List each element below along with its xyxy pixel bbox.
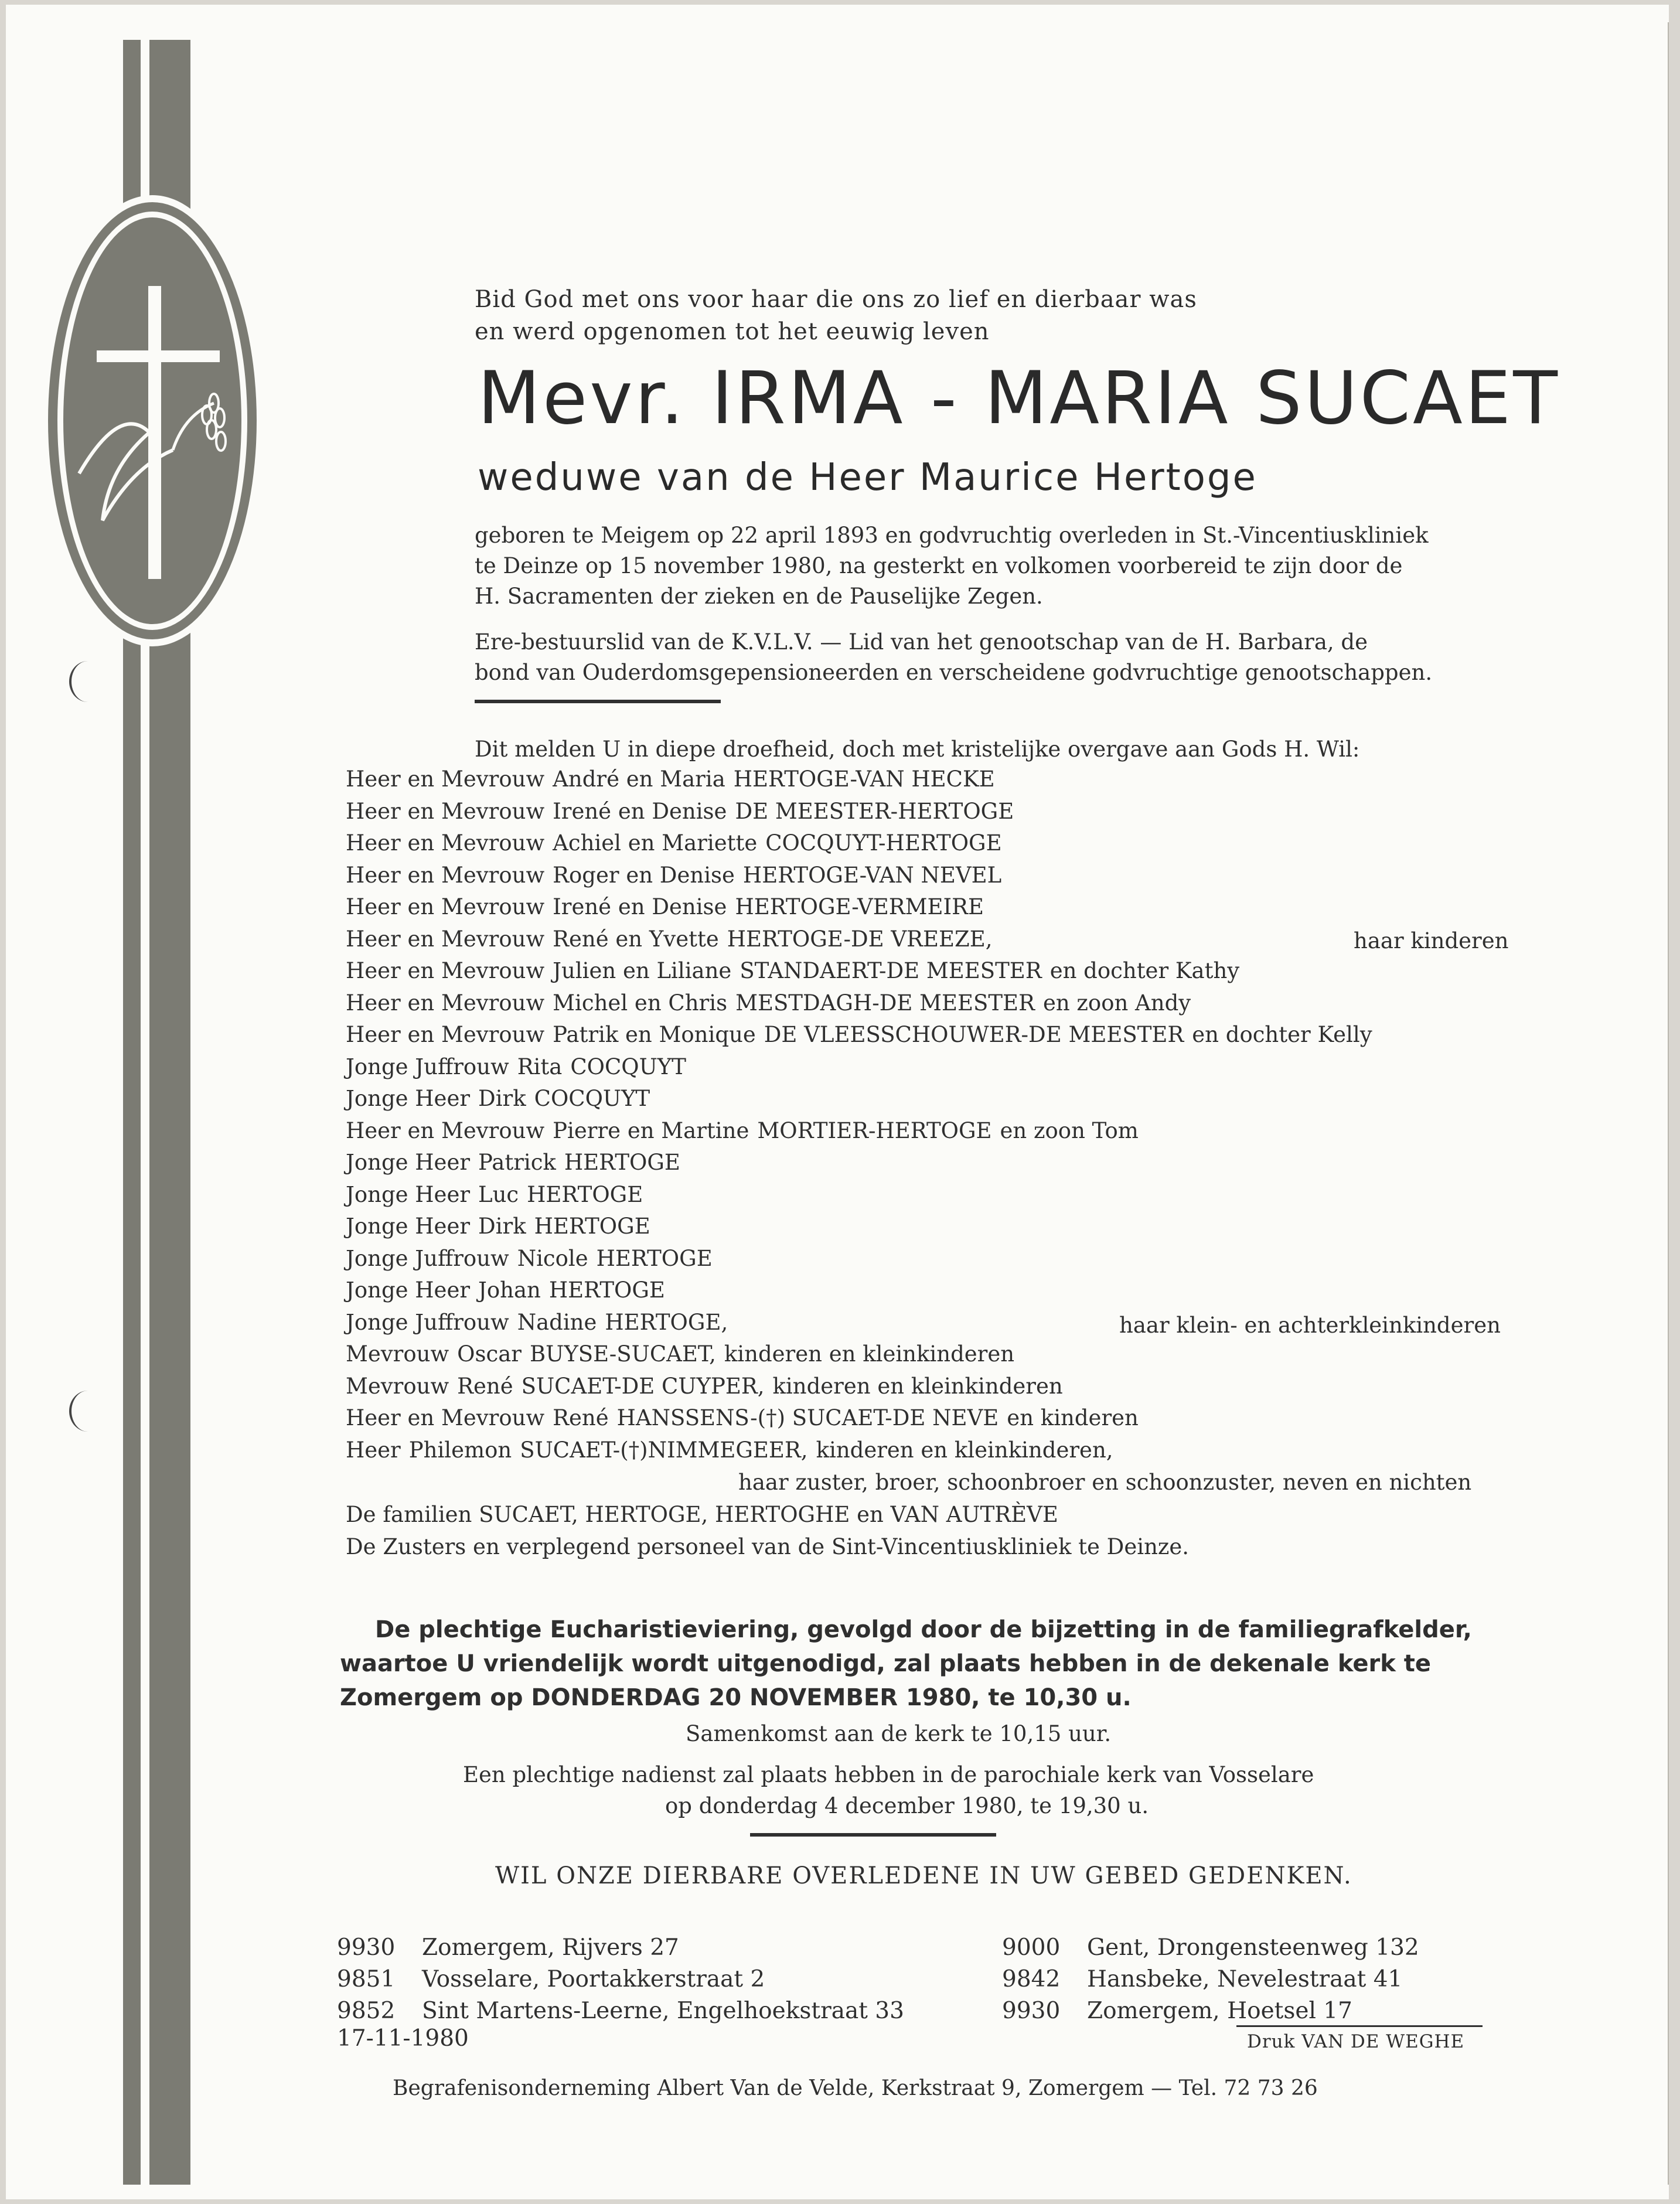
- family-surname: HERTOGE: [548, 1278, 665, 1303]
- address-row: [337, 1996, 904, 2026]
- intro-line-1: Bid God met ons voor haar die ons zo lief en dierbaar was: [475, 286, 1197, 313]
- family-row: [346, 958, 1239, 983]
- family-title: Heer: [346, 1437, 401, 1463]
- family-title: Jonge Heer: [346, 1181, 471, 1207]
- prayer-line: WIL ONZE DIERBARE OVERLEDENE IN UW GEBED GEDENKEN.: [495, 1862, 1352, 1889]
- family-first-names: Rita: [517, 1054, 563, 1079]
- family-title: Heer en Mevrouw: [346, 990, 545, 1016]
- address-row: [1002, 1996, 1352, 2026]
- family-extra: en zoon Tom: [1000, 1118, 1139, 1143]
- family-surname: HERTOGE: [564, 1150, 680, 1175]
- family-first-names: Dirk: [478, 1214, 526, 1239]
- cross-emblem-icon: [38, 192, 267, 649]
- nurses-line: De Zusters en verplegend personeel van de Sint-Vincentiuskliniek te Deinze.: [346, 1534, 1190, 1559]
- postal-code: 9930: [1002, 1998, 1061, 2024]
- family-title: Jonge Heer: [346, 1150, 471, 1175]
- family-surname: BUYSE-SUCAET,: [529, 1341, 716, 1367]
- family-row: [346, 1278, 665, 1303]
- family-extra: kinderen en kleinkinderen: [772, 1373, 1063, 1399]
- family-extra: en kinderen: [1007, 1405, 1139, 1430]
- family-row: [346, 1022, 1372, 1047]
- address-row: [1002, 1964, 1402, 1995]
- family-row: [346, 1086, 650, 1111]
- family-surname: DE VLEESSCHOUWER-DE MEESTER: [764, 1022, 1184, 1047]
- family-title: Jonge Juffrouw: [346, 1309, 509, 1335]
- family-first-names: Johan: [478, 1278, 541, 1303]
- family-extra: en dochter Kathy: [1049, 958, 1240, 983]
- family-first-names: Achiel en Mariette: [553, 830, 758, 856]
- family-title: Heer en Mevrouw: [346, 1405, 545, 1430]
- family-first-names: Nicole: [517, 1245, 588, 1271]
- postal-code: 9000: [1002, 1934, 1061, 1961]
- family-row: [346, 1118, 1139, 1143]
- family-surname: COCQUYT: [534, 1086, 650, 1111]
- family-surname: MESTDAGH-DE MEESTER: [735, 990, 1035, 1016]
- family-first-names: Irené en Denise: [553, 894, 727, 919]
- family-row: [346, 1310, 728, 1335]
- family-extra: en zoon Andy: [1042, 990, 1191, 1016]
- street-address: Zomergem, Hoetsel 17: [1087, 1998, 1352, 2024]
- family-row: [346, 1341, 1014, 1367]
- ceremony-line-3: Zomergem op DONDERDAG 20 NOVEMBER 1980, te 10,30 u.: [340, 1684, 1132, 1711]
- postal-code: 9930: [337, 1934, 396, 1961]
- family-surname: MORTIER-HERTOGE: [757, 1118, 992, 1143]
- family-extra: kinderen en kleinkinderen: [724, 1341, 1015, 1367]
- family-first-names: Michel en Chris: [553, 990, 728, 1016]
- family-title: Heer en Mevrouw: [346, 798, 545, 824]
- family-first-names: René: [457, 1373, 513, 1399]
- bio-line-2: H. Sacramenten der zieken en de Pauselijke Zegen.: [475, 584, 1043, 609]
- family-title: Jonge Juffrouw: [346, 1054, 509, 1079]
- family-surname: COCQUYT: [570, 1054, 686, 1079]
- addresses-left: [337, 1933, 982, 2032]
- divider-2: [750, 1833, 996, 1837]
- family-title: Mevrouw: [346, 1341, 449, 1367]
- family-surname: HERTOGE-VAN NEVEL: [742, 862, 1002, 888]
- family-first-names: Dirk: [478, 1086, 526, 1111]
- family-surname: HERTOGE: [534, 1214, 650, 1239]
- bio-line-2: te Deinze op 15 november 1980, na gesterkt en volkomen voorbereid te zijn door de: [475, 553, 1403, 578]
- widow-line: weduwe van de Heer Maurice Hertoge: [478, 456, 1258, 499]
- postal-code: 9851: [337, 1966, 396, 1992]
- family-title: Heer en Mevrouw: [346, 862, 545, 888]
- family-row: [346, 863, 1001, 888]
- family-extra: kinderen en kleinkinderen,: [816, 1437, 1113, 1463]
- nadienst-line-1: Een plechtige nadienst zal plaats hebben in de parochiale kerk van Vosselare: [463, 1762, 1314, 1787]
- street-address: Zomergem, Rijvers 27: [422, 1934, 679, 1961]
- family-first-names: Patrick: [478, 1150, 556, 1175]
- label-siblings: haar zuster, broer, schoonbroer en schoonzuster, neven en nichten: [738, 1470, 1472, 1495]
- family-first-names: Nadine: [517, 1309, 597, 1335]
- family-surname: SUCAET-(†)NIMMEGEER,: [520, 1437, 808, 1463]
- street-address: Sint Martens-Leerne, Engelhoekstraat 33: [422, 1998, 904, 2024]
- family-row: [346, 894, 984, 919]
- family-row: [346, 1374, 1063, 1399]
- family-surname: DE MEESTER-HERTOGE: [735, 798, 1014, 824]
- postal-code: 9842: [1002, 1966, 1061, 1992]
- family-title: Heer en Mevrouw: [346, 830, 545, 856]
- street-address: Hansbeke, Nevelestraat 41: [1087, 1966, 1403, 1992]
- family-title: Jonge Heer: [346, 1086, 471, 1111]
- family-first-names: Philemon: [408, 1437, 512, 1463]
- family-row: [346, 1054, 686, 1079]
- family-title: Jonge Heer: [346, 1278, 471, 1303]
- family-surname: HERTOGE,: [605, 1309, 728, 1335]
- address-row: [337, 1933, 679, 1963]
- family-surname: STANDAERT-DE MEESTER: [740, 958, 1042, 983]
- addresses-right: [1002, 1933, 1588, 2032]
- family-title: Heer en Mevrouw: [346, 894, 545, 919]
- family-surname: COCQUYT-HERTOGE: [765, 830, 1002, 856]
- postal-code: 9852: [337, 1998, 396, 2024]
- page-edge: [1668, 22, 1669, 2185]
- address-row: [337, 1964, 765, 1995]
- family-row: [346, 1214, 650, 1239]
- family-first-names: René en Yvette: [553, 926, 719, 952]
- label-grandchildren: haar klein- en achterkleinkinderen: [1119, 1313, 1501, 1338]
- intro-line-2: en werd opgenomen tot het eeuwig leven: [475, 318, 990, 345]
- printer-credit: Druk VAN DE WEGHE: [1247, 2031, 1465, 2052]
- family-first-names: Pierre en Martine: [553, 1118, 749, 1143]
- family-row: [346, 767, 995, 792]
- family-row: [346, 799, 1014, 824]
- address-row: [1002, 1933, 1419, 1963]
- deceased-name: Mevr. IRMA - MARIA SUCAET: [478, 356, 1560, 441]
- family-list: [346, 767, 1635, 1575]
- family-surname: SUCAET-DE CUYPER,: [521, 1373, 765, 1399]
- printer-rule: [1236, 2025, 1483, 2027]
- label-children: haar kinderen: [1354, 928, 1509, 953]
- family-row: [346, 830, 1002, 856]
- family-surname: HERTOGE-VAN HECKE: [733, 767, 995, 792]
- divider-1: [475, 700, 721, 703]
- family-first-names: Irené en Denise: [553, 798, 727, 824]
- street-address: Gent, Drongensteenweg 132: [1087, 1934, 1419, 1961]
- family-first-names: Patrik en Monique: [553, 1022, 756, 1047]
- ceremony-line-1: De plechtige Eucharistieviering, gevolgd door de bijzetting in de familiegrafkelder,: [375, 1616, 1472, 1643]
- family-title: Heer en Mevrouw: [346, 767, 545, 792]
- gathering-line: Samenkomst aan de kerk te 10,15 uur.: [686, 1721, 1112, 1746]
- family-first-names: Oscar: [457, 1341, 522, 1367]
- family-row: [346, 1437, 1113, 1463]
- family-row: [346, 1182, 643, 1207]
- family-surname: HERTOGE-DE VREEZE,: [727, 926, 993, 952]
- family-first-names: André en Maria: [553, 767, 725, 792]
- family-row: [346, 926, 993, 952]
- family-surname: HERTOGE: [527, 1181, 643, 1207]
- family-first-names: Luc: [478, 1181, 519, 1207]
- memberships-line-2: bond van Ouderdomsgepensioneerden en verscheidene godvruchtige genootschappen.: [475, 660, 1433, 685]
- family-title: Heer en Mevrouw: [346, 1118, 545, 1143]
- family-title: Heer en Mevrouw: [346, 926, 545, 952]
- family-surname: HERTOGE-VERMEIRE: [735, 894, 984, 919]
- undertaker-line: Begrafenisonderneming Albert Van de Velde, Kerkstraat 9, Zomergem — Tel. 72 73 26: [393, 2076, 1318, 2100]
- family-title: Heer en Mevrouw: [346, 1022, 545, 1047]
- family-row: [346, 1405, 1139, 1430]
- family-first-names: René: [553, 1405, 609, 1430]
- families-line: De familien SUCAET, HERTOGE, HERTOGHE en VAN AUTRÈVE: [346, 1502, 1058, 1527]
- punch-hole-top: [69, 661, 107, 702]
- family-first-names: Julien en Liliane: [553, 958, 732, 983]
- card-date: 17-11-1980: [337, 2025, 469, 2052]
- family-extra: en dochter Kelly: [1192, 1022, 1372, 1047]
- family-title: Mevrouw: [346, 1373, 449, 1399]
- side-band: [6, 5, 252, 2199]
- bio-line-1: geboren te Meigem op 22 april 1893 en godvruchtig overleden in St.-Vincentiuskliniek: [475, 523, 1429, 548]
- family-surname: HERTOGE: [596, 1245, 713, 1271]
- family-row: [346, 1150, 680, 1175]
- family-surname: HANSSENS-(†) SUCAET-DE NEVE: [616, 1405, 999, 1430]
- family-title: Jonge Juffrouw: [346, 1245, 509, 1271]
- ceremony-line-2: waartoe U vriendelijk wordt uitgenodigd, zal plaats hebben in de dekenale kerk te: [340, 1650, 1431, 1677]
- nadienst-line-2: op donderdag 4 december 1980, te 19,30 u.: [665, 1793, 1149, 1818]
- family-title: Heer en Mevrouw: [346, 958, 545, 983]
- family-first-names: Roger en Denise: [553, 862, 735, 888]
- memberships-line-1: Ere-bestuurslid van de K.V.L.V. — Lid van het genootschap van de H. Barbara, de: [475, 629, 1368, 655]
- family-title: Jonge Heer: [346, 1214, 471, 1239]
- family-row: [346, 990, 1191, 1016]
- family-row: [346, 1246, 713, 1271]
- announcement: Dit melden U in diepe droefheid, doch met kristelijke overgave aan Gods H. Wil:: [475, 737, 1360, 762]
- punch-hole-bottom: [69, 1391, 107, 1432]
- mourning-card: [6, 5, 1669, 2199]
- street-address: Vosselare, Poortakkerstraat 2: [422, 1966, 765, 1992]
